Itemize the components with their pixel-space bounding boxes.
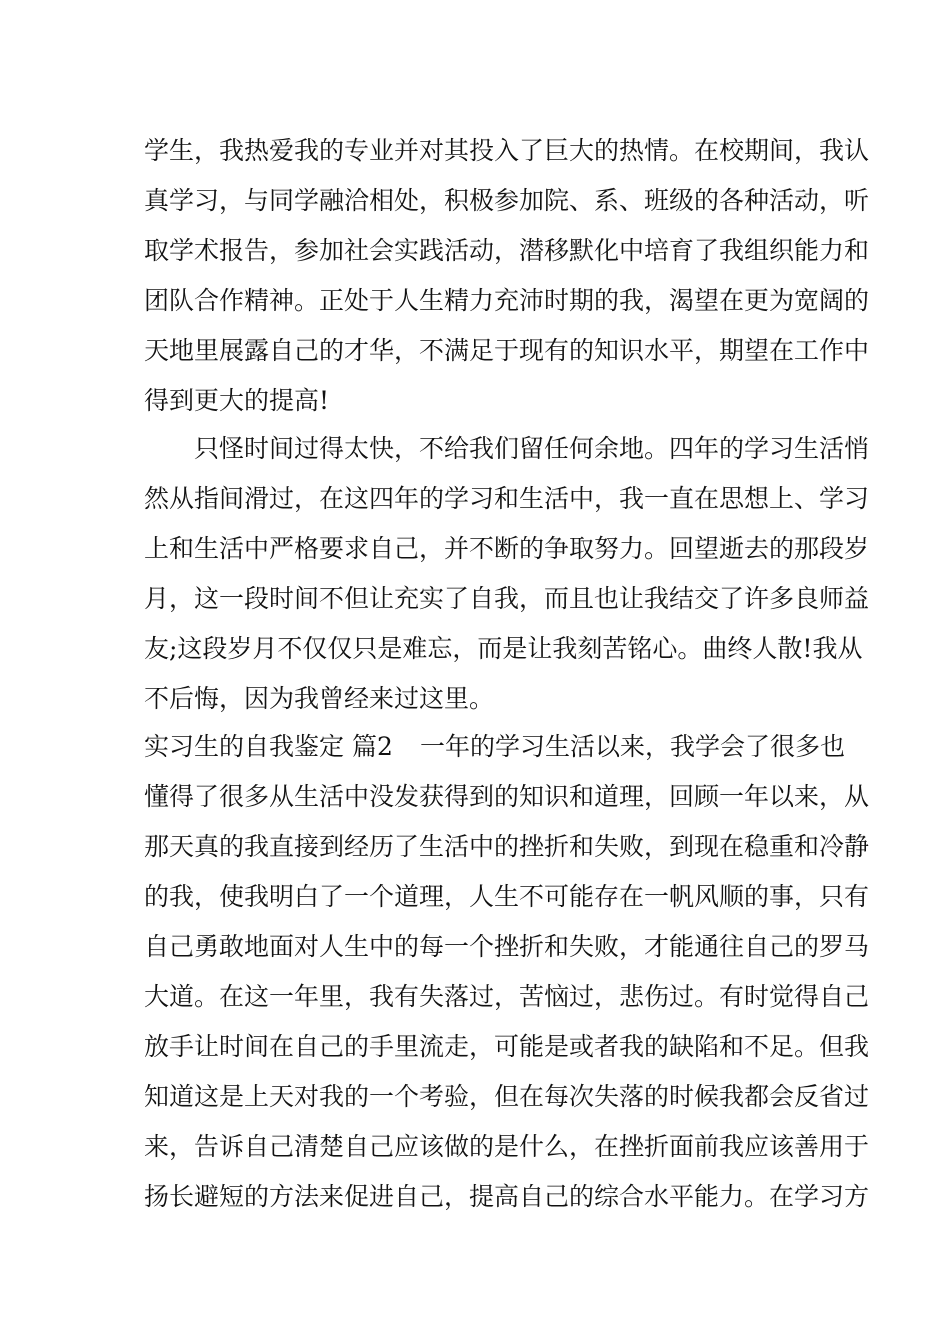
text-line: 天地里展露自己的才华，不满足于现有的知识水平，期望在工作中 <box>144 336 870 365</box>
text-line: 的我，使我明白了一个道理，人生不可能存在一帆风顺的事，只有 <box>144 882 870 911</box>
text-line: 团队合作精神。正处于人生精力充沛时期的我，渴望在更为宽阔的 <box>144 286 870 315</box>
text-line: 那天真的我直接到经历了生活中的挫折和失败，到现在稳重和冷静 <box>144 832 870 861</box>
text-line: 一年的学习生活以来，我学会了很多也 <box>420 732 846 761</box>
text-line: 月，这一段时间不但让充实了自我，而且也让我结交了许多良师益 <box>144 584 870 613</box>
text-line: 放手让时间在自己的手里流走，可能是或者我的缺陷和不足。但我 <box>144 1032 870 1061</box>
text-line: 扬长避短的方法来促进自己，提高自己的综合水平能力。在学习方 <box>144 1182 870 1211</box>
text-line: 取学术报告，参加社会实践活动，潜移默化中培育了我组织能力和 <box>144 236 870 265</box>
text-line: 自己勇敢地面对人生中的每一个挫折和失败，才能通往自己的罗马 <box>144 932 870 961</box>
text-line: 来，告诉自己清楚自己应该做的是什么，在挫折面前我应该善用于 <box>144 1132 870 1161</box>
text-line: 只怪时间过得太快，不给我们留任何余地。四年的学习生活悄 <box>194 434 870 463</box>
text-line: 友;这段岁月不仅仅只是难忘，而是让我刻苦铭心。曲终人散!我从 <box>144 634 863 663</box>
text-line: 懂得了很多从生活中没发获得到的知识和道理，回顾一年以来，从 <box>144 782 870 811</box>
text-line: 上和生活中严格要求自己，并不断的争取努力。回望逝去的那段岁 <box>144 534 870 563</box>
text-line: 学生，我热爱我的专业并对其投入了巨大的热情。在校期间，我认 <box>144 136 870 165</box>
text-line: 然从指间滑过，在这四年的学习和生活中，我一直在思想上、学习 <box>144 484 870 513</box>
text-line: 大道。在这一年里，我有失落过，苦恼过，悲伤过。有时觉得自己 <box>144 982 870 1011</box>
section-heading-line <box>144 727 846 767</box>
section-title: 实习生的自我鉴定 篇2 <box>144 732 393 761</box>
text-line: 不后悔，因为我曾经来过这里。 <box>144 684 495 713</box>
text-line: 得到更大的提高! <box>144 386 330 415</box>
text-line: 知道这是上天对我的一个考验，但在每次失落的时候我都会反省过 <box>144 1082 870 1111</box>
text-line: 真学习，与同学融洽相处，积极参加院、系、班级的各种活动，听 <box>144 186 870 215</box>
